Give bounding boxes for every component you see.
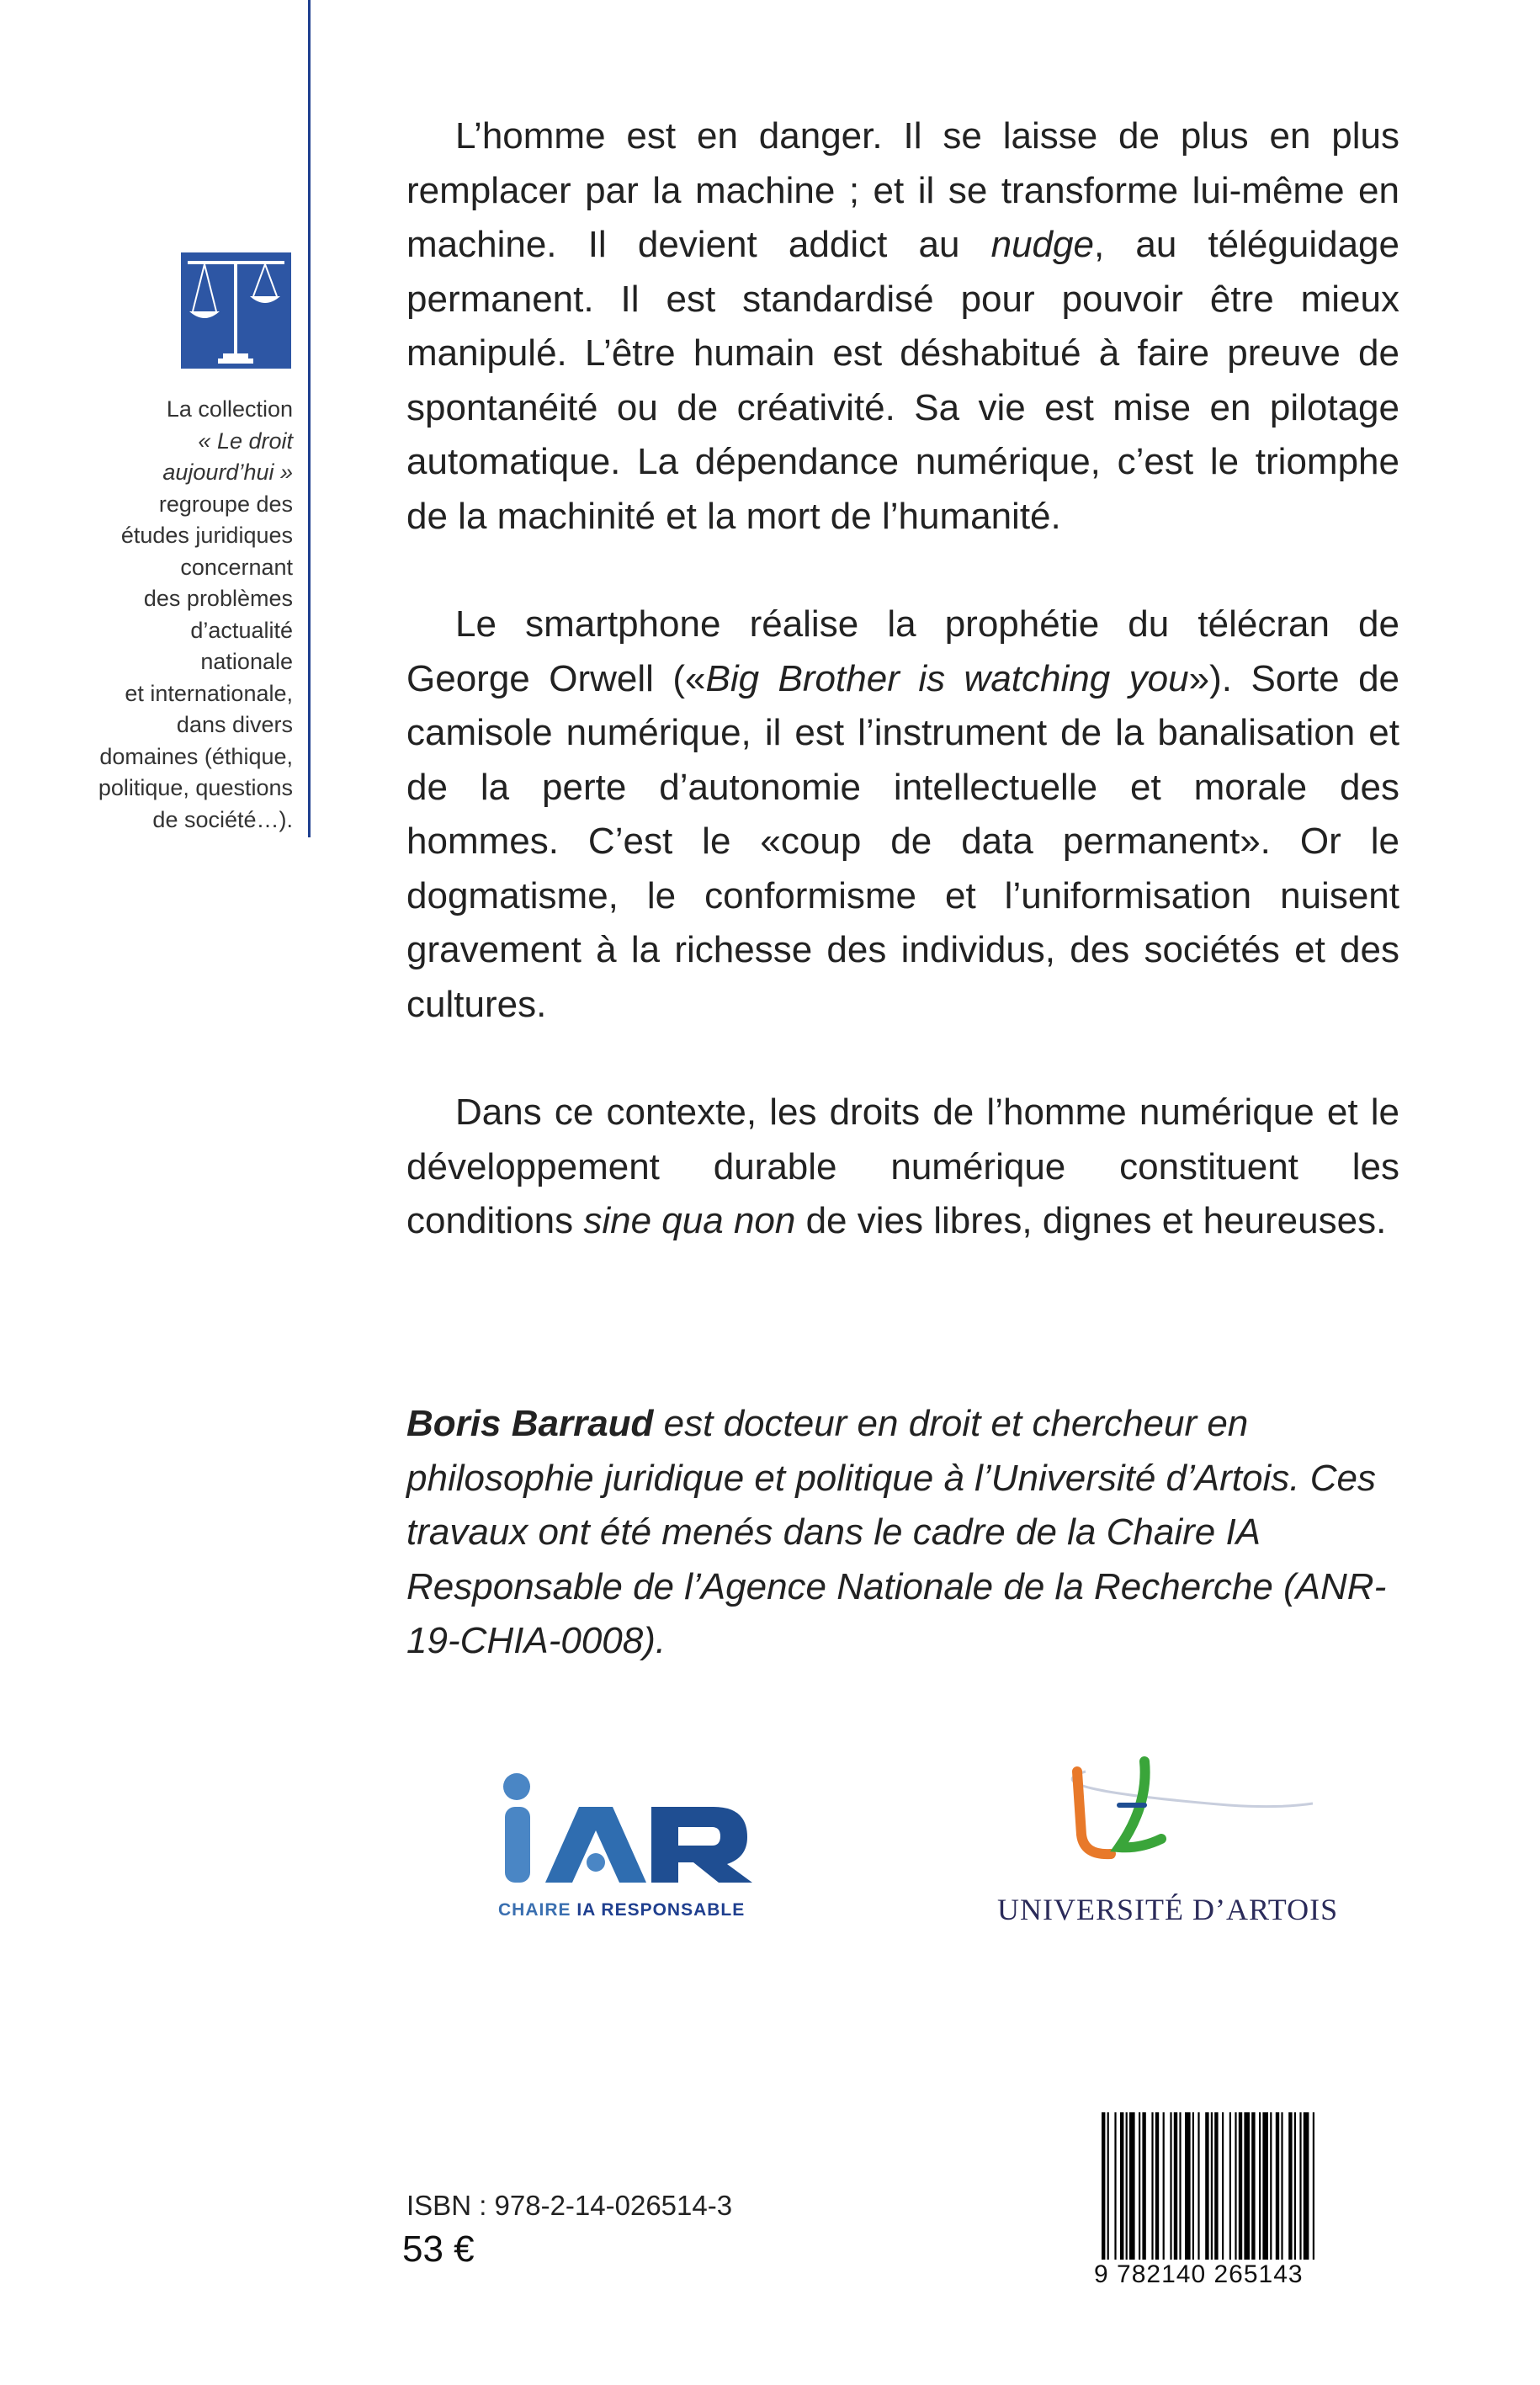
- barcode-bar: [1179, 2112, 1181, 2260]
- barcode-bar: [1211, 2112, 1213, 2260]
- barcode-bar: [1102, 2112, 1105, 2260]
- barcode-bar: [1262, 2112, 1268, 2260]
- collection-line: de société…).: [152, 806, 293, 832]
- text-run: de vies libres, dignes et heureuses.: [795, 1200, 1387, 1241]
- barcode-bar: [1151, 2112, 1153, 2260]
- italic-run: sine qua non: [583, 1200, 796, 1241]
- barcode-bar: [1197, 2112, 1199, 2260]
- scales-icon: [181, 252, 291, 369]
- barcode-bar: [1192, 2112, 1194, 2260]
- barcode-bar: [1281, 2112, 1282, 2260]
- barcode-bar: [1222, 2112, 1224, 2260]
- collection-line: études juridiques: [120, 523, 293, 548]
- collection-divider-line: [308, 0, 311, 837]
- author-bio: [406, 1397, 1399, 1669]
- text-run: »). Sorte de camisole numérique, il est l’instrument de la banalisation et de la perte d’autonomie intellectuelle et morale des hommes. C’est le «coup de data permanent». Or le dogmatisme, le conformisme et l’uniformisation nuisent gravement à la richesse des individus, des sociétés et des cultures.: [406, 657, 1400, 1025]
- collection-line: politique, questions: [98, 775, 293, 800]
- barcode-bar: [1304, 2112, 1309, 2260]
- collection-line: regroupe des: [158, 491, 293, 517]
- barcode-bar: [1142, 2112, 1145, 2260]
- text-run: Dans ce contexte, les droits de l’homme numérique et le développement durable numérique constituent les conditions: [406, 1092, 1399, 1241]
- collection-line: aujourd’hui »: [162, 459, 293, 485]
- barcode-bar: [1239, 2112, 1242, 2260]
- barcode-bar: [1214, 2112, 1218, 2260]
- barcode-bar: [1126, 2112, 1128, 2260]
- barcode-bar: [1259, 2112, 1261, 2260]
- collection-line: concernant: [180, 554, 293, 580]
- barcode-bar: [1244, 2112, 1250, 2260]
- barcode-bar: [1276, 2112, 1279, 2260]
- text-run: Le smartphone réalise la prophétie du télécran de George Orwell («: [406, 603, 1399, 699]
- iar-caption-strong: IA RESPONSABLE: [576, 1900, 746, 1920]
- barcode-bar: [1155, 2112, 1159, 2260]
- barcode-bar: [1294, 2112, 1296, 2260]
- collection-line: « Le droit: [198, 428, 293, 454]
- barcode-bar: [1299, 2112, 1301, 2260]
- barcode-bar: [1163, 2112, 1165, 2260]
- collection-description: [34, 394, 293, 836]
- paragraph-1: [406, 109, 1399, 544]
- price: 53 €: [402, 2228, 475, 2270]
- collection-line: nationale: [200, 649, 293, 674]
- barcode-bar: [1170, 2112, 1171, 2260]
- paragraph-2: [406, 598, 1399, 1032]
- text-run: , au téléguidage permanent. Il est standardisé pour pouvoir être mieux manipulé. L’être humain est déshabitué à faire preuve de spontanéité ou de créativité. Sa vie est mise en pilotage automatique. La dépendance numérique, c’est le triomphe de la machinité et la mort de l’humanité.: [406, 224, 1399, 537]
- barcode-bar: [1235, 2112, 1236, 2260]
- collection-line: d’actualité: [190, 617, 293, 643]
- italic-run: Big Brother is watching you: [705, 657, 1189, 699]
- barcode-bar: [1313, 2112, 1314, 2260]
- isbn: ISBN : 978-2-14-026514-3: [406, 2190, 733, 2221]
- artois-mark-icon: [976, 1755, 1330, 1881]
- barcode-bar: [1270, 2112, 1272, 2260]
- collection-line: La collection: [166, 396, 293, 422]
- barcode-bar: [1205, 2112, 1208, 2260]
- collection-line: domaines (éthique,: [99, 743, 293, 769]
- author-bio-text: est docteur en droit et chercheur en philosophie juridique et politique à l’Université d’Artois. Ces travaux ont été menés dans le cadre de la Chaire IA Responsable de l’Agence Nationale de la Recherche (ANR-19-CHIA-0008).: [406, 1403, 1387, 1661]
- text-run: L’homme est en danger. Il se laisse de plus en plus remplacer par la machine ; et il se transforme lui-même en machine. Il devient addict au: [406, 115, 1399, 265]
- barcode: [1098, 2112, 1397, 2260]
- barcode-bar: [1174, 2112, 1177, 2260]
- italic-run: nudge: [990, 224, 1094, 265]
- collection-line: des problèmes: [143, 586, 293, 611]
- barcode-bar: [1251, 2112, 1255, 2260]
- author-name: Boris Barraud: [406, 1403, 654, 1444]
- barcode-bar: [1229, 2112, 1231, 2260]
- iar-caption: [498, 1900, 745, 1920]
- iar-mark-icon: [495, 1763, 773, 1898]
- barcode-bar: [1120, 2112, 1123, 2260]
- barcode-bar: [1185, 2112, 1191, 2260]
- iar-caption-part: CHAIRE: [498, 1900, 577, 1920]
- barcode-bar: [1139, 2112, 1140, 2260]
- barcode-bar: [1114, 2112, 1116, 2260]
- scales-of-justice-logo: [181, 252, 291, 369]
- collection-line: et internationale,: [125, 680, 293, 706]
- barcode-bar: [1129, 2112, 1135, 2260]
- back-cover-text: [406, 109, 1399, 1303]
- barcode-bar: [1288, 2112, 1292, 2260]
- paragraph-3: [406, 1086, 1399, 1249]
- barcode-bar: [1107, 2112, 1109, 2260]
- collection-line: dans divers: [176, 712, 293, 737]
- barcode-digits: 9 782140 265143: [1094, 2260, 1304, 2288]
- artois-caption: UNIVERSITÉ D’ARTOIS: [997, 1893, 1339, 1926]
